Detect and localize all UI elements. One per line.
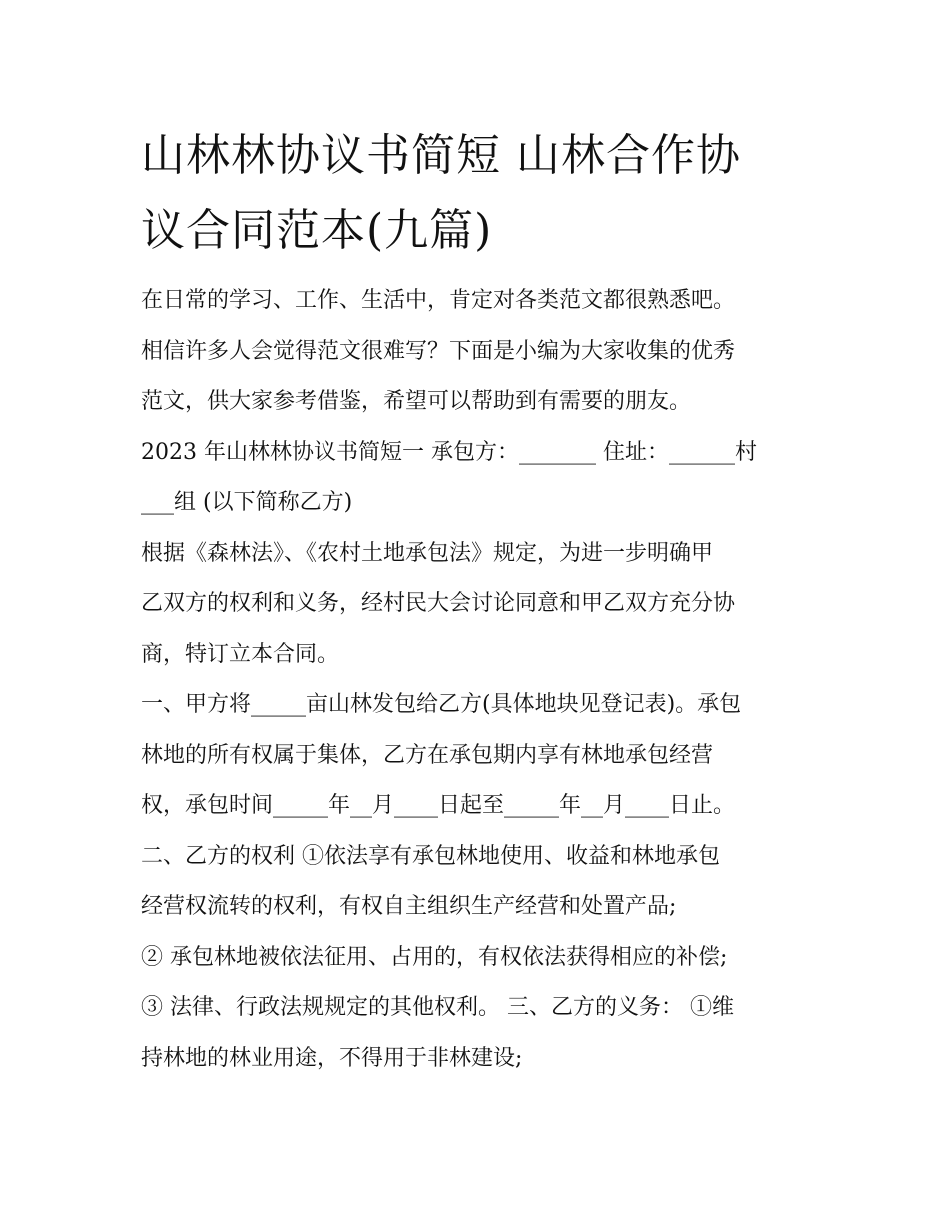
text-line: ③ 法律、行政法规规定的其他权利。 三、乙方的义务： ①维 [141,995,734,1020]
text-line: 持林地的林业用途，不得用于非林建设; [141,1045,523,1071]
text-line: 经营权流转的权利，有权自主组织生产经营和处置产品; [141,894,677,919]
clause-two-item-3 [141,983,821,1084]
text-line: 一、甲方将_____亩山林发包给乙方(具体地块见登记表)。承包 [141,692,742,717]
text-line: 相信许多人会觉得范文很难写？下面是小编为大家收集的优秀 [141,338,736,364]
document-title [141,118,821,268]
text-line: ② 承包林地被依法征用、占用的，有权依法获得相应的补偿; [141,944,728,970]
text-line: 2023 年山林林协议书简短一 承包方：_______ 住址：______村 [141,439,757,465]
title-line-2: 议合同范本(九篇) [141,205,493,256]
text-line: ___组 (以下简称乙方) [141,490,353,515]
text-line: 范文，供大家参考借鉴，希望可以帮助到有需要的朋友。 [141,389,692,414]
text-line: 商，特订立本合同。 [141,641,340,667]
clause-one-paragraph [141,680,821,832]
document-page [141,118,821,1084]
text-line: 权，承包时间_____年__月____日起至_____年__月____日止。 [141,793,736,818]
title-line-1: 山林林协议书简短 山林合作协 [141,130,741,181]
text-line: 根据《森林法》、《农村土地承包法》规定，为进一步明确甲 [141,540,714,566]
text-line: 林地的所有权属于集体，乙方在承包期内享有林地承包经营 [141,742,714,768]
clause-two-paragraph [141,832,821,933]
text-line: 二、乙方的权利 ①依法享有承包林地使用、收益和林地承包 [141,843,720,869]
legal-basis-paragraph [141,529,821,681]
text-line: 在日常的学习、工作、生活中，肯定对各类范文都很熟悉吧。 [141,288,736,313]
intro-paragraph [141,276,821,428]
text-line: 乙双方的权利和义务，经村民大会讨论同意和甲乙双方充分协 [141,591,736,616]
clause-two-item-2 [141,933,821,984]
contractor-paragraph [141,428,821,529]
